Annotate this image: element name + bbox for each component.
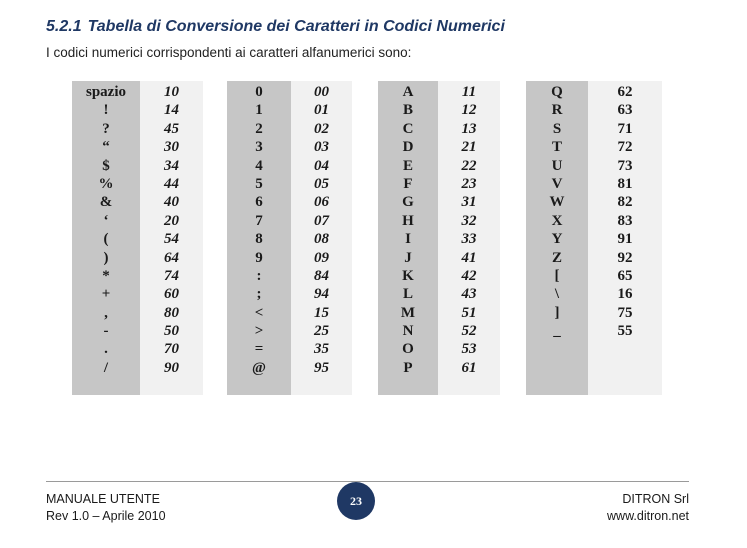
- char-cell: <: [254, 304, 264, 321]
- code-cell: 60: [164, 286, 179, 303]
- code-cell: 83: [617, 212, 633, 229]
- char-cell: P: [403, 359, 413, 376]
- char-cell: %: [98, 175, 114, 192]
- code-cell: 21: [461, 139, 477, 156]
- code-cell: 52: [461, 323, 477, 340]
- code-cell: 72: [617, 139, 633, 156]
- char-cell: U: [551, 157, 563, 174]
- code-cell: 42: [461, 267, 477, 284]
- code-cell: 02: [314, 120, 329, 137]
- char-cell: Q: [551, 84, 563, 100]
- char-cell: ‘: [103, 212, 109, 229]
- code-column: [291, 81, 352, 395]
- code-cell: 50: [164, 323, 179, 340]
- code-cell: 09: [314, 249, 329, 266]
- char-cell: \: [554, 286, 560, 303]
- char-cell: !: [103, 102, 109, 119]
- char-cell: S: [552, 120, 562, 137]
- code-cell: 31: [461, 194, 477, 211]
- char-cell: 0: [255, 84, 263, 100]
- char-cell: 2: [255, 120, 263, 137]
- char-cell: E: [402, 157, 413, 174]
- char-cell: Z: [551, 249, 562, 266]
- code-cell: 80: [164, 304, 179, 321]
- code-cell: 35: [314, 341, 329, 358]
- char-cell: O: [402, 341, 414, 358]
- char-cell: 8: [255, 231, 263, 248]
- code-cell: 82: [617, 194, 633, 211]
- code-cell: 16: [617, 286, 633, 303]
- char-cell: M: [400, 304, 416, 321]
- footer-right: [607, 491, 689, 525]
- code-cell: 20: [164, 212, 179, 229]
- code-cell: 34: [164, 157, 179, 174]
- char-cell: ,: [104, 304, 108, 321]
- code-cell: 14: [164, 102, 179, 119]
- char-cell: :: [256, 267, 262, 284]
- char-cell: +: [101, 286, 111, 303]
- char-cell: G: [402, 194, 414, 211]
- char-cell: T: [551, 139, 562, 156]
- char-cell: =: [254, 341, 264, 358]
- conversion-table-letters-a-p: [378, 81, 500, 395]
- code-cell: 90: [164, 359, 179, 376]
- code-column: [438, 81, 500, 395]
- code-cell: 08: [314, 231, 329, 248]
- code-cell: 40: [164, 194, 179, 211]
- char-cell: spazio: [85, 84, 126, 100]
- char-cell: D: [402, 139, 414, 156]
- section-heading: [46, 18, 505, 36]
- char-cell: “: [102, 139, 110, 156]
- code-cell: 12: [461, 102, 477, 119]
- char-cell: 7: [255, 212, 263, 229]
- char-cell: /: [103, 359, 109, 376]
- code-cell: 01: [314, 102, 329, 119]
- code-cell: 81: [617, 175, 633, 192]
- char-cell: V: [551, 175, 563, 192]
- footer-divider: [46, 481, 689, 482]
- page-number: 23: [350, 493, 362, 508]
- code-cell: 05: [314, 175, 329, 192]
- code-cell: 65: [617, 267, 633, 284]
- code-cell: 95: [314, 359, 329, 376]
- code-cell: 06: [314, 194, 329, 211]
- code-column: [140, 81, 203, 395]
- code-cell: 53: [461, 341, 477, 358]
- char-cell: _: [553, 323, 561, 340]
- char-cell: R: [551, 102, 563, 119]
- char-cell: 3: [255, 139, 263, 156]
- revision-label: Rev 1.0 – Aprile 2010: [46, 509, 166, 523]
- char-cell: 4: [255, 157, 263, 174]
- char-cell: 5: [255, 175, 263, 192]
- code-cell: 32: [461, 212, 477, 229]
- code-cell: 75: [617, 304, 633, 321]
- code-cell: 41: [461, 249, 477, 266]
- code-cell: 30: [164, 139, 179, 156]
- char-column: [227, 81, 291, 395]
- code-cell: 71: [617, 120, 633, 137]
- footer-left: [46, 491, 166, 525]
- char-cell: [: [554, 267, 560, 284]
- code-cell: 10: [164, 84, 179, 100]
- char-cell: >: [254, 323, 264, 340]
- char-cell: $: [102, 157, 110, 174]
- char-cell: W: [549, 194, 565, 211]
- char-cell: ): [103, 249, 109, 266]
- code-cell: 44: [164, 175, 179, 192]
- char-cell: 1: [255, 102, 263, 119]
- section-title: Tabella di Conversione dei Caratteri in Codici Numerici: [87, 18, 505, 35]
- conversion-table-symbols: [72, 81, 203, 395]
- char-cell: ?: [102, 120, 110, 137]
- code-cell: 04: [314, 157, 329, 174]
- code-cell: 94: [314, 286, 329, 303]
- code-cell: 70: [164, 341, 179, 358]
- char-cell: ]: [554, 304, 560, 321]
- page-number-badge: [337, 482, 375, 520]
- code-cell: 91: [617, 231, 633, 248]
- intro-text: I codici numerici corrispondenti ai caratteri alfanumerici sono:: [46, 45, 412, 60]
- code-cell: 33: [461, 231, 477, 248]
- conversion-table-letters-q-z: [526, 81, 662, 395]
- code-cell: 00: [314, 84, 329, 100]
- code-cell: 62: [617, 84, 633, 100]
- char-cell: .: [104, 341, 108, 358]
- code-cell: 74: [164, 267, 179, 284]
- code-cell: 25: [314, 323, 329, 340]
- code-cell: 43: [461, 286, 477, 303]
- code-cell: 55: [617, 323, 633, 340]
- char-cell: (: [103, 231, 109, 248]
- section-number: 5.2.1: [46, 18, 82, 35]
- char-cell: &: [99, 194, 113, 211]
- char-cell: F: [403, 175, 413, 192]
- char-cell: B: [402, 102, 413, 119]
- char-cell: @: [252, 359, 266, 376]
- code-cell: 22: [461, 157, 477, 174]
- code-cell: 45: [164, 120, 179, 137]
- char-cell: K: [402, 267, 414, 284]
- char-column: [378, 81, 438, 395]
- code-cell: 15: [314, 304, 329, 321]
- code-cell: 73: [617, 157, 633, 174]
- code-cell: 92: [617, 249, 633, 266]
- code-cell: 63: [617, 102, 633, 119]
- code-cell: 03: [314, 139, 329, 156]
- code-cell: 23: [461, 175, 477, 192]
- char-cell: -: [103, 323, 109, 340]
- char-cell: ;: [256, 286, 262, 303]
- code-column: [588, 81, 662, 395]
- char-cell: A: [402, 84, 414, 100]
- code-cell: 84: [314, 267, 329, 284]
- manual-label: MANUALE UTENTE: [46, 492, 160, 506]
- char-cell: L: [402, 286, 413, 303]
- code-cell: 07: [314, 212, 329, 229]
- char-cell: C: [402, 120, 414, 137]
- code-cell: 61: [461, 359, 477, 376]
- char-cell: 6: [255, 194, 263, 211]
- char-cell: J: [404, 249, 412, 266]
- char-cell: I: [405, 231, 411, 248]
- company-name: DITRON Srl: [622, 492, 689, 506]
- char-cell: N: [402, 323, 414, 340]
- conversion-table-digits: [227, 81, 352, 395]
- code-cell: 11: [461, 84, 477, 100]
- code-cell: 51: [461, 304, 477, 321]
- char-cell: *: [102, 267, 110, 284]
- char-cell: X: [551, 212, 563, 229]
- code-cell: 54: [164, 231, 179, 248]
- code-cell: 64: [164, 249, 179, 266]
- char-cell: Y: [551, 231, 563, 248]
- char-column: [526, 81, 588, 395]
- char-cell: H: [402, 212, 414, 229]
- code-cell: 13: [461, 120, 477, 137]
- company-website: www.ditron.net: [607, 509, 689, 523]
- char-column: [72, 81, 140, 395]
- char-cell: 9: [255, 249, 263, 266]
